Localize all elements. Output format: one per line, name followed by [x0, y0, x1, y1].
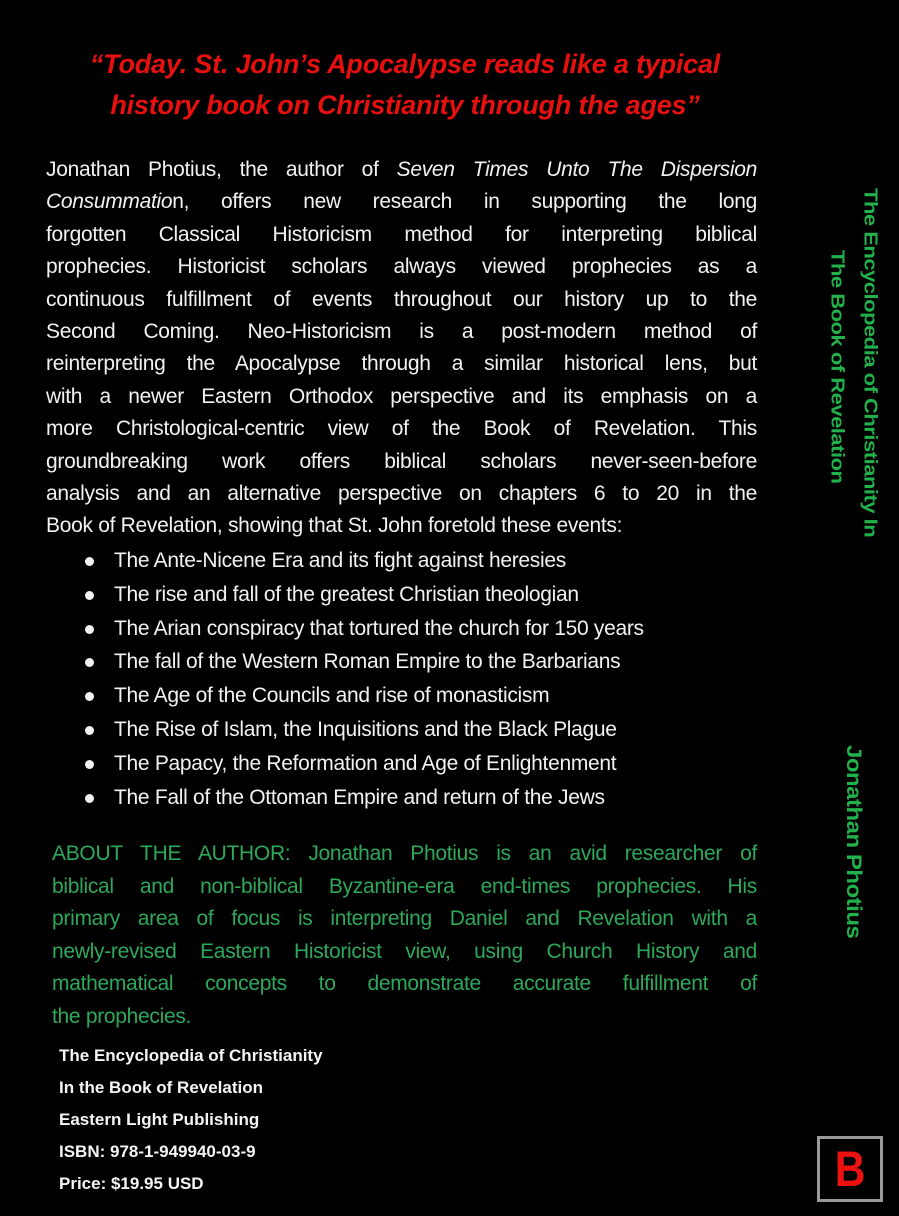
list-item: The Fall of the Ottoman Empire and return of the Jews: [84, 781, 774, 815]
events-list: [84, 544, 774, 814]
price: Price: $19.95 USD: [59, 1174, 204, 1193]
description-line: reinterpreting the Apocalypse through a similar historical lens, but: [46, 352, 757, 376]
publication-info: [59, 1040, 323, 1200]
description-line: Book of Revelation, showing that St. John foretold these events:: [46, 514, 623, 538]
list-item: The Papacy, the Reformation and Age of Enlightenment: [84, 747, 774, 781]
description-line: prophecies. Historicist scholars always viewed prophecies as a: [46, 255, 757, 279]
bullet-icon: [85, 726, 94, 735]
list-item: The Arian conspiracy that tortured the church for 150 years: [84, 612, 774, 646]
bullet-icon: [85, 557, 94, 566]
list-item: The Ante-Nicene Era and its fight against heresies: [84, 544, 774, 578]
description-line: groundbreaking work offers biblical scholars never-seen-before: [46, 449, 757, 473]
about-the-author: [52, 838, 757, 1034]
about-line: the prophecies.: [52, 1004, 192, 1028]
description-line: forgotten Classical Historicism method for interpreting biblical: [46, 222, 757, 246]
spine-title-line-1: The Encyclopedia of Christianity In: [860, 188, 882, 538]
bullet-icon: [85, 794, 94, 803]
book-title-reference: Consummatio: [46, 190, 173, 214]
description-line: Jonathan Photius, the author of Seven Times Unto The Dispersion: [46, 158, 757, 181]
pull-quote: [30, 44, 780, 126]
spine-title-line-2: The Book of Revelation: [827, 250, 849, 484]
description-line: with a newer Eastern Orthodox perspective and its emphasis on a: [46, 384, 757, 408]
list-item: The Rise of Islam, the Inquisitions and the Black Plague: [84, 713, 774, 747]
description-line: continuous fulfillment of events throughout our history up to the: [46, 287, 757, 311]
isbn: ISBN: 978-1-949940-03-9: [59, 1142, 256, 1161]
bullet-icon: [85, 692, 94, 701]
list-item: The rise and fall of the greatest Christian theologian: [84, 578, 774, 612]
description-line: Second Coming. Neo-Historicism is a post-modern method of: [46, 320, 757, 344]
about-line: primary area of focus is interpreting Daniel and Revelation with a: [52, 907, 757, 931]
pull-quote-line: “Today. St. John’s Apocalypse reads like a typical: [89, 49, 721, 79]
book-description: [46, 154, 757, 543]
about-line: newly-revised Eastern Historicist view, using Church History and: [52, 939, 757, 963]
description-line: more Christological-centric view of the Book of Revelation. This: [46, 417, 757, 441]
bullet-icon: [85, 760, 94, 769]
list-item: The Age of the Councils and rise of monasticism: [84, 679, 774, 713]
description-line: Consummation, offers new research in supporting the long: [46, 190, 757, 214]
about-line: mathematical concepts to demonstrate accurate fulfillment of: [52, 972, 757, 996]
list-item: The fall of the Western Roman Empire to the Barbarians: [84, 645, 774, 679]
spine-author: Jonathan Photius: [841, 745, 866, 939]
about-line: ABOUT THE AUTHOR: Jonathan Photius is an avid researcher of: [52, 842, 757, 865]
bullet-icon: [85, 658, 94, 667]
bullet-icon: [85, 625, 94, 634]
book-title-reference: Seven Times Unto The Dispersion: [396, 158, 757, 181]
publisher-b-logo-icon: [817, 1136, 883, 1202]
pull-quote-line: history book on Christianity through the ages”: [110, 90, 700, 120]
book-title-line-1: The Encyclopedia of Christianity: [59, 1046, 323, 1065]
bullet-icon: [85, 591, 94, 600]
logo-letter: B: [834, 1141, 866, 1197]
description-line: analysis and an alternative perspective on chapters 6 to 20 in the: [46, 482, 757, 506]
about-line: biblical and non-biblical Byzantine-era end-times prophecies. His: [52, 874, 757, 898]
book-title-line-2: In the Book of Revelation: [59, 1078, 264, 1097]
publisher-name: Eastern Light Publishing: [59, 1110, 260, 1129]
